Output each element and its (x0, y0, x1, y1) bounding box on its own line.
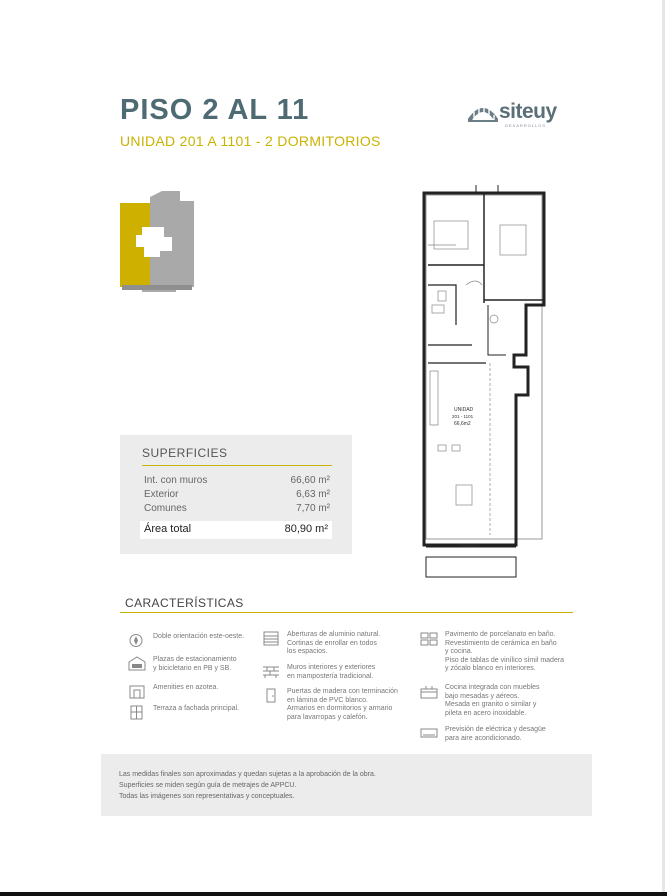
feature-line: para aire acondicionado. (445, 734, 522, 742)
feature-line: Plazas de estacionamiento (153, 656, 237, 663)
superficies-row-value: 6,63 m² (296, 489, 330, 500)
disclaimer-line: Todas las imágenes son representativas y conceptuales. (119, 793, 295, 800)
feature-item (128, 633, 258, 647)
disclaimer-line: Las medidas finales son aproximadas y quedan sujetas a la aprobación de la obra. (119, 771, 376, 778)
feature-line: en lámina de PVC blanco. (287, 696, 368, 704)
plan-terrace-label: TERRAZA (460, 543, 479, 548)
feature-line: los espacios. (287, 648, 328, 656)
garage-icon (128, 656, 146, 671)
feature-line: Puertas de madera con terminación (287, 688, 398, 695)
feature-item (262, 688, 417, 724)
floor-tiles-icon (420, 631, 438, 646)
superficies-row-label: Int. con muros (144, 475, 208, 486)
plan-unit-range: 201 - 1101 (452, 414, 474, 419)
total-value: 80,90 m² (284, 523, 328, 535)
feature-line: Piso de tablas de vinílico símil madera (445, 656, 565, 664)
feature-item (420, 726, 580, 746)
logo-mark-icon (468, 101, 498, 123)
feature-line: y zócalo blanco en interiores. (445, 665, 536, 673)
window-icon (262, 631, 280, 646)
superficies-row-label: Exterior (144, 489, 179, 500)
unit-subtitle: UNIDAD 201 A 1101 - 2 DORMITORIOS (120, 133, 381, 149)
superficies-panel (120, 435, 352, 554)
plan-unit-name: UNIDAD (454, 407, 474, 413)
superficies-row (144, 475, 330, 486)
superficies-total-row (140, 521, 332, 539)
superficies-row (144, 489, 330, 500)
page-edge (662, 0, 665, 896)
feature-line: y bicicletario en PB y SB. (153, 664, 232, 672)
page-bottom-bar (0, 892, 667, 896)
disclaimer-line: Superficies se miden según guía de metrajes de APPCU. (119, 782, 297, 789)
feature-line: Cocina integrada con muebles (445, 684, 540, 691)
door-icon (262, 688, 280, 703)
feature-item (128, 656, 258, 676)
feature-line: Previsión de eléctrica y desagüe (445, 726, 546, 733)
superficies-row (144, 503, 330, 514)
feature-item (262, 664, 412, 684)
feature-line: Terraza a fachada principal. (153, 705, 239, 712)
feature-line: Muros interiores y exteriores (287, 664, 376, 671)
feature-line: en mampostería tradicional. (287, 672, 374, 680)
feature-line: Aberturas de aluminio natural. (287, 631, 381, 638)
air-conditioner-icon (420, 726, 438, 741)
feature-line: Pavimento de porcelanato en baño. (445, 631, 556, 638)
feature-item (262, 631, 412, 659)
feature-line: para lavarropas y calefón. (287, 713, 368, 721)
features-divider (120, 612, 573, 613)
superficies-divider (142, 465, 332, 466)
total-label: Área total (144, 523, 192, 535)
key-plan (120, 187, 196, 292)
kitchen-icon (420, 684, 438, 699)
feature-item (128, 705, 258, 719)
superficies-title: SUPERFICIES (142, 446, 228, 460)
feature-item (420, 684, 580, 720)
siteuy-logo (468, 99, 578, 129)
logo-tagline: DESARROLLOS (505, 123, 547, 128)
plan-unit-area: 66,6m2 (454, 421, 471, 427)
compass-icon (128, 633, 146, 648)
feature-line: Revestimiento de cerámica en baño (445, 639, 557, 647)
feature-item (420, 631, 580, 677)
feature-line: Mesada en granito o similar y (445, 701, 537, 709)
amenities-icon (128, 684, 146, 699)
page-title: PISO 2 AL 11 (120, 94, 310, 126)
superficies-row-label: Comunes (144, 503, 187, 514)
brick-wall-icon (262, 664, 280, 679)
feature-line: Armarios en dormitorios y armario (287, 705, 393, 713)
feature-line: Amenities en azotea. (153, 684, 219, 691)
feature-line: Doble orientación este-oeste. (153, 633, 245, 640)
feature-line: bajo mesadas y aéreos. (445, 692, 520, 700)
disclaimer-panel (101, 754, 592, 816)
logo-wordmark: siteuy (499, 100, 557, 123)
feature-line: Cortinas de enrollar en todos (287, 639, 377, 647)
superficies-row-value: 66,60 m² (290, 475, 330, 486)
floor-plan (416, 185, 546, 580)
feature-item (128, 684, 258, 698)
superficies-row-value: 7,70 m² (296, 503, 330, 514)
terrace-icon (128, 705, 146, 720)
features-title: CARACTERÍSTICAS (125, 596, 244, 610)
feature-line: y cocina. (445, 648, 473, 656)
feature-line: pileta en acero inoxidable. (445, 709, 527, 717)
